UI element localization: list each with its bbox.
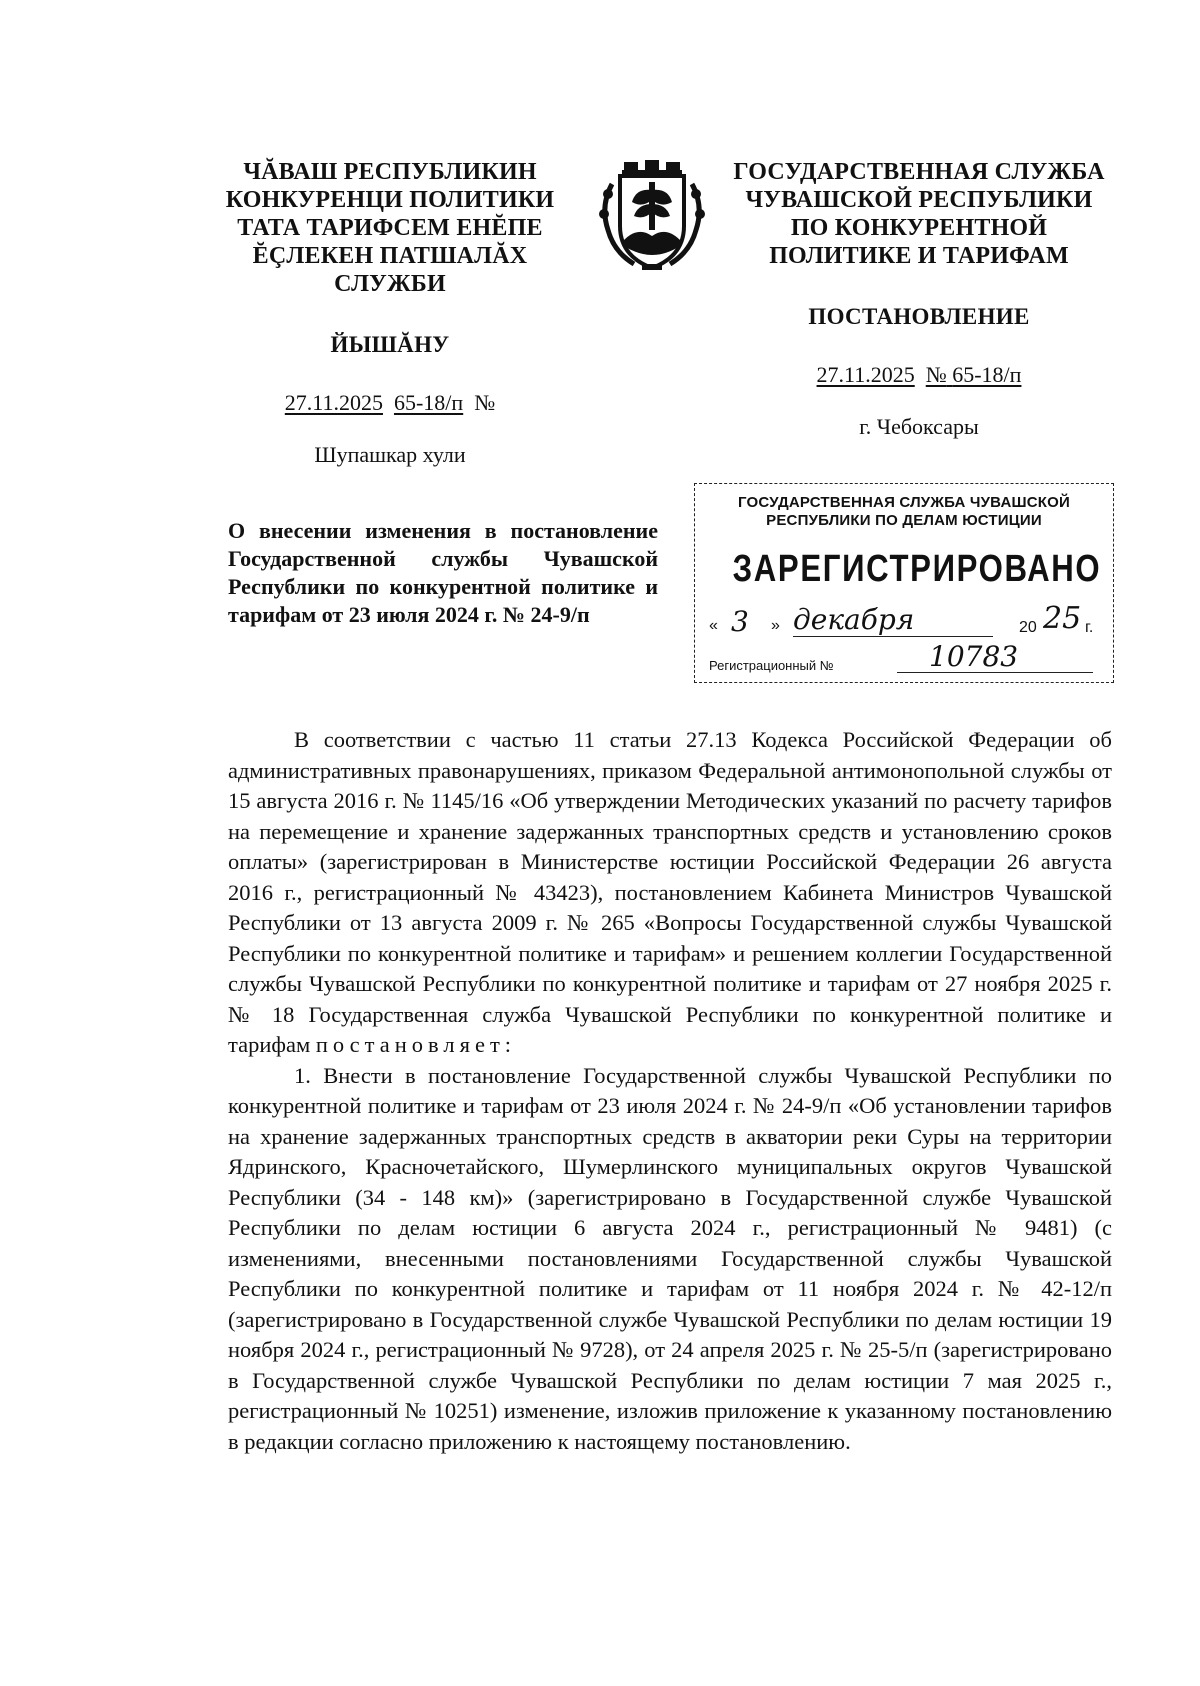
doc-date: 27.11.2025 — [816, 362, 915, 387]
doc-number: № 65-18/п — [925, 362, 1022, 387]
stamp-date: « 3 » декабря 20 25 г. — [709, 601, 1094, 638]
body-paragraph-2: 1. Внести в постановление Государственной службы Чувашской Республики по конкурентной политике и тарифам от 23 июля 2024 г. № 24-9/п «Об установлении тарифов на хранение задержанных транспортных средств в акватории реки Суры на территории Ядринского, Красночетайского, Шумерлинского муниципальных округов Чувашской Республики (34 - 148 км)» (зарегистрировано в Государственной службе Чувашской Республики по делам юстиции 6 августа 2024 г., регистрационный № 9481) (с изменениями, внесенными постановлениями Государственной службы Чувашской Республики по конкурентной политике и тарифам от 11 ноября 2024 г. № 42-12/п (зарегистрировано в Государственной службе Чувашской Республики по делам юстиции 19 ноября 2024 г., регистрационный № 9728), от 24 апреля 2025 г. № 25-5/п (зарегистрировано в Государственной службе Чувашской Республики по делам юстиции 7 мая 2025 г., регистрационный № 10251) изменение, изложив приложение к указанному постановлению в редакции согласно приложению к настоящему постановлению. — [228, 1062, 1112, 1454]
doc-type-chuvash: ЙЫШĂНУ — [330, 332, 450, 357]
number-sign: № — [474, 390, 496, 415]
doc-number: 65-18/п — [393, 390, 464, 415]
doc-number-russian — [724, 362, 1114, 388]
org-name-russian: ГОСУДАРСТВЕННАЯ СЛУЖБА ЧУВАШСКОЙ РЕСПУБЛИКИ ПО КОНКУРЕНТНОЙ ПОЛИТИКЕ И ТАРИФАМ — [733, 159, 1105, 269]
registration-stamp — [694, 483, 1114, 683]
chuvash-coat-of-arms-icon — [598, 160, 706, 272]
doc-type-russian: ПОСТАНОВЛЕНИЕ — [808, 304, 1030, 329]
city-chuvash: Шупашкар хули — [314, 442, 466, 467]
stamp-day: 3 — [731, 605, 749, 638]
org-name-chuvash: ЧĂВАШ РЕСПУБЛИКИН КОНКУРЕНЦИ ПОЛИТИКИ ТАТА ТАРИФСЕМ ЕНĔПЕ ĔÇЛЕКЕН ПАТШАЛĂХ СЛУЖБИ — [225, 159, 555, 297]
stamp-reg-number: Регистрационный № 10783 — [709, 650, 1099, 676]
document-title: О внесении изменения в постановление Государственной службы Чувашской Республики по конкурентной политике и тарифам от 23 июля 2024 г. № 24-9/п — [228, 518, 658, 627]
decree-verb: постановляет: — [315, 1032, 517, 1057]
body-paragraph-1: В соответствии с частью 11 статьи 27.13 Кодекса Российской Федерации об административных правонарушениях, приказом Федеральной антимонопольной службы от 15 августа 2016 г. № 1145/16 «Об утверждении Методических указаний по расчету тарифов на перемещение и хранение задержанных транспортных средств и установлению сроков оплаты» (зарегистрирован в Министерстве юстиции Российской Федерации 26 августа 2016 г., регистрационный № 43423), постановлением Кабинета Министров Чувашской Республики от 13 августа 2009 г. № 265 «Вопросы Государственной службы Чувашской Республики по конкурентной политике и тарифам» и решением коллегии Государственной службы Чувашской Республики по конкурентной политике и тарифам от 27 ноября 2025 г. № 18 Государственная служба Чувашской Республики по конкурентной политике и тарифам постановляет: — [228, 727, 1112, 1057]
city-russian: г. Чебоксары — [859, 414, 979, 439]
document-body — [228, 725, 1112, 1457]
doc-date: 27.11.2025 — [284, 390, 383, 415]
stamp-reg-value: 10783 — [929, 640, 1019, 673]
header-left — [200, 158, 580, 468]
stamp-month: декабря — [793, 603, 993, 637]
header-right — [724, 158, 1114, 440]
stamp-registered: ЗАРЕГИСТРИРОВАНО — [732, 548, 1102, 590]
stamp-org: ГОСУДАРСТВЕННАЯ СЛУЖБА ЧУВАШСКОЙ РЕСПУБЛИКИ ПО ДЕЛАМ ЮСТИЦИИ — [737, 494, 1070, 529]
stamp-year: 25 — [1043, 601, 1082, 636]
doc-number-chuvash — [200, 390, 580, 416]
